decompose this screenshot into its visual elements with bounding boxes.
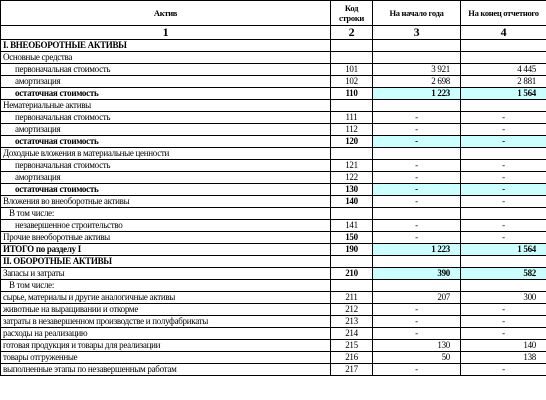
row-label: Нематериальные активы <box>1 100 331 112</box>
row-start-value: - <box>373 136 461 148</box>
row-end-value <box>461 52 546 64</box>
row-label: готовая продукция и товары для реализации <box>1 340 331 352</box>
row-code: 112 <box>331 124 373 136</box>
table-row <box>1 244 546 256</box>
row-code: 111 <box>331 112 373 124</box>
row-code: 215 <box>331 340 373 352</box>
table-row <box>1 148 546 160</box>
row-label: остаточная стоимость <box>1 184 331 196</box>
table-row <box>1 76 546 88</box>
row-start-value <box>373 256 461 268</box>
header-start: На начало года <box>373 1 461 26</box>
header-code: Код строки <box>331 1 373 26</box>
row-code: 214 <box>331 328 373 340</box>
table-row <box>1 196 546 208</box>
row-code: 150 <box>331 232 373 244</box>
column-number-1: 1 <box>1 26 331 40</box>
row-end-value: - <box>461 184 546 196</box>
table-row <box>1 316 546 328</box>
row-end-value: - <box>461 232 546 244</box>
row-label: Прочие внеоборотные активы <box>1 232 331 244</box>
table-row <box>1 40 546 52</box>
row-label: В том числе: <box>1 208 331 220</box>
row-code <box>331 40 373 52</box>
row-end-value <box>461 280 546 292</box>
row-code: 122 <box>331 172 373 184</box>
row-code: 130 <box>331 184 373 196</box>
header-row <box>1 1 546 26</box>
row-label: Основные средства <box>1 52 331 64</box>
row-label: амортизация <box>1 124 331 136</box>
row-code <box>331 100 373 112</box>
row-end-value: 2 881 <box>461 76 546 88</box>
row-end-value <box>461 148 546 160</box>
row-start-value: - <box>373 124 461 136</box>
row-label: В том числе: <box>1 280 331 292</box>
table-row <box>1 268 546 280</box>
row-code: 211 <box>331 292 373 304</box>
table-row <box>1 256 546 268</box>
column-number-2: 2 <box>331 26 373 40</box>
row-label: остаточная стоимость <box>1 136 331 148</box>
header-end: На конец отчетного <box>461 1 546 26</box>
row-label: амортизация <box>1 76 331 88</box>
row-code: 121 <box>331 160 373 172</box>
row-code: 101 <box>331 64 373 76</box>
row-code <box>331 208 373 220</box>
row-code <box>331 148 373 160</box>
row-end-value: 4 445 <box>461 64 546 76</box>
row-end-value: 582 <box>461 268 546 280</box>
table-row <box>1 352 546 364</box>
row-code: 210 <box>331 268 373 280</box>
table-row <box>1 340 546 352</box>
row-label: расходы на реализацию <box>1 328 331 340</box>
row-start-value: - <box>373 196 461 208</box>
row-code <box>331 52 373 64</box>
row-label: ИТОГО по разделу I <box>1 244 331 256</box>
row-label: первоначальная стоимость <box>1 160 331 172</box>
column-number-3: 3 <box>373 26 461 40</box>
row-end-value: - <box>461 124 546 136</box>
row-start-value: 130 <box>373 340 461 352</box>
table-row <box>1 160 546 172</box>
row-end-value <box>461 40 546 52</box>
row-end-value: - <box>461 328 546 340</box>
row-label: I. ВНЕОБОРОТНЫЕ АКТИВЫ <box>1 40 331 52</box>
row-end-value: - <box>461 364 546 376</box>
row-end-value: 138 <box>461 352 546 364</box>
row-start-value: 1 223 <box>373 88 461 100</box>
table-row <box>1 88 546 100</box>
table-row <box>1 232 546 244</box>
row-code: 217 <box>331 364 373 376</box>
column-number-4: 4 <box>461 26 546 40</box>
row-start-value: - <box>373 328 461 340</box>
row-start-value <box>373 52 461 64</box>
row-label: выполненные этапы по незавершенным работам <box>1 364 331 376</box>
row-code: 190 <box>331 244 373 256</box>
row-end-value <box>461 100 546 112</box>
row-code: 212 <box>331 304 373 316</box>
row-start-value: 2 698 <box>373 76 461 88</box>
column-number-row <box>1 26 546 40</box>
table-row <box>1 172 546 184</box>
row-label: незавершенное строительство <box>1 220 331 232</box>
table-row <box>1 100 546 112</box>
table-row <box>1 280 546 292</box>
row-start-value: 50 <box>373 352 461 364</box>
table-row <box>1 208 546 220</box>
table-row <box>1 52 546 64</box>
row-start-value: - <box>373 184 461 196</box>
table-row <box>1 124 546 136</box>
row-end-value <box>461 256 546 268</box>
row-label: животные на выращивании и откорме <box>1 304 331 316</box>
row-label: товары отгруженные <box>1 352 331 364</box>
row-code: 213 <box>331 316 373 328</box>
table-row <box>1 64 546 76</box>
header-asset: Актив <box>1 1 331 26</box>
row-label: Вложения во внеоборотные активы <box>1 196 331 208</box>
row-start-value: - <box>373 316 461 328</box>
table-row <box>1 184 546 196</box>
row-start-value: - <box>373 112 461 124</box>
row-end-value: - <box>461 220 546 232</box>
row-start-value <box>373 280 461 292</box>
row-label: остаточная стоимость <box>1 88 331 100</box>
row-label: II. ОБОРОТНЫЕ АКТИВЫ <box>1 256 331 268</box>
row-code: 110 <box>331 88 373 100</box>
row-start-value: - <box>373 160 461 172</box>
row-start-value <box>373 148 461 160</box>
row-code: 120 <box>331 136 373 148</box>
row-start-value <box>373 100 461 112</box>
row-start-value: - <box>373 220 461 232</box>
table-row <box>1 112 546 124</box>
row-end-value: - <box>461 304 546 316</box>
row-end-value: 140 <box>461 340 546 352</box>
row-label: Доходные вложения в материальные ценности <box>1 148 331 160</box>
row-start-value <box>373 208 461 220</box>
row-code: 140 <box>331 196 373 208</box>
row-start-value: 390 <box>373 268 461 280</box>
row-label: амортизация <box>1 172 331 184</box>
row-end-value: 1 564 <box>461 88 546 100</box>
row-end-value: 300 <box>461 292 546 304</box>
row-end-value: - <box>461 172 546 184</box>
table-row <box>1 136 546 148</box>
row-start-value <box>373 40 461 52</box>
row-label: первоначальная стоимость <box>1 112 331 124</box>
row-label: Запасы и затраты <box>1 268 331 280</box>
row-end-value: - <box>461 196 546 208</box>
row-label: сырье, материалы и другие аналогичные активы <box>1 292 331 304</box>
row-code: 102 <box>331 76 373 88</box>
row-start-value: - <box>373 232 461 244</box>
row-end-value: - <box>461 316 546 328</box>
table-row <box>1 328 546 340</box>
row-end-value: 1 564 <box>461 244 546 256</box>
row-start-value: - <box>373 364 461 376</box>
row-start-value: 207 <box>373 292 461 304</box>
table-row <box>1 292 546 304</box>
table-row <box>1 220 546 232</box>
row-code: 216 <box>331 352 373 364</box>
row-code: 141 <box>331 220 373 232</box>
row-start-value: 1 223 <box>373 244 461 256</box>
row-code <box>331 280 373 292</box>
row-end-value: - <box>461 160 546 172</box>
row-start-value: - <box>373 304 461 316</box>
row-end-value <box>461 208 546 220</box>
row-end-value: - <box>461 112 546 124</box>
row-code <box>331 256 373 268</box>
row-start-value: - <box>373 172 461 184</box>
row-start-value: 3 921 <box>373 64 461 76</box>
row-label: первоначальная стоимость <box>1 64 331 76</box>
table-row <box>1 304 546 316</box>
table-row <box>1 364 546 376</box>
row-end-value: - <box>461 136 546 148</box>
row-label: затраты в незавершенном производстве и полуфабрикаты <box>1 316 331 328</box>
